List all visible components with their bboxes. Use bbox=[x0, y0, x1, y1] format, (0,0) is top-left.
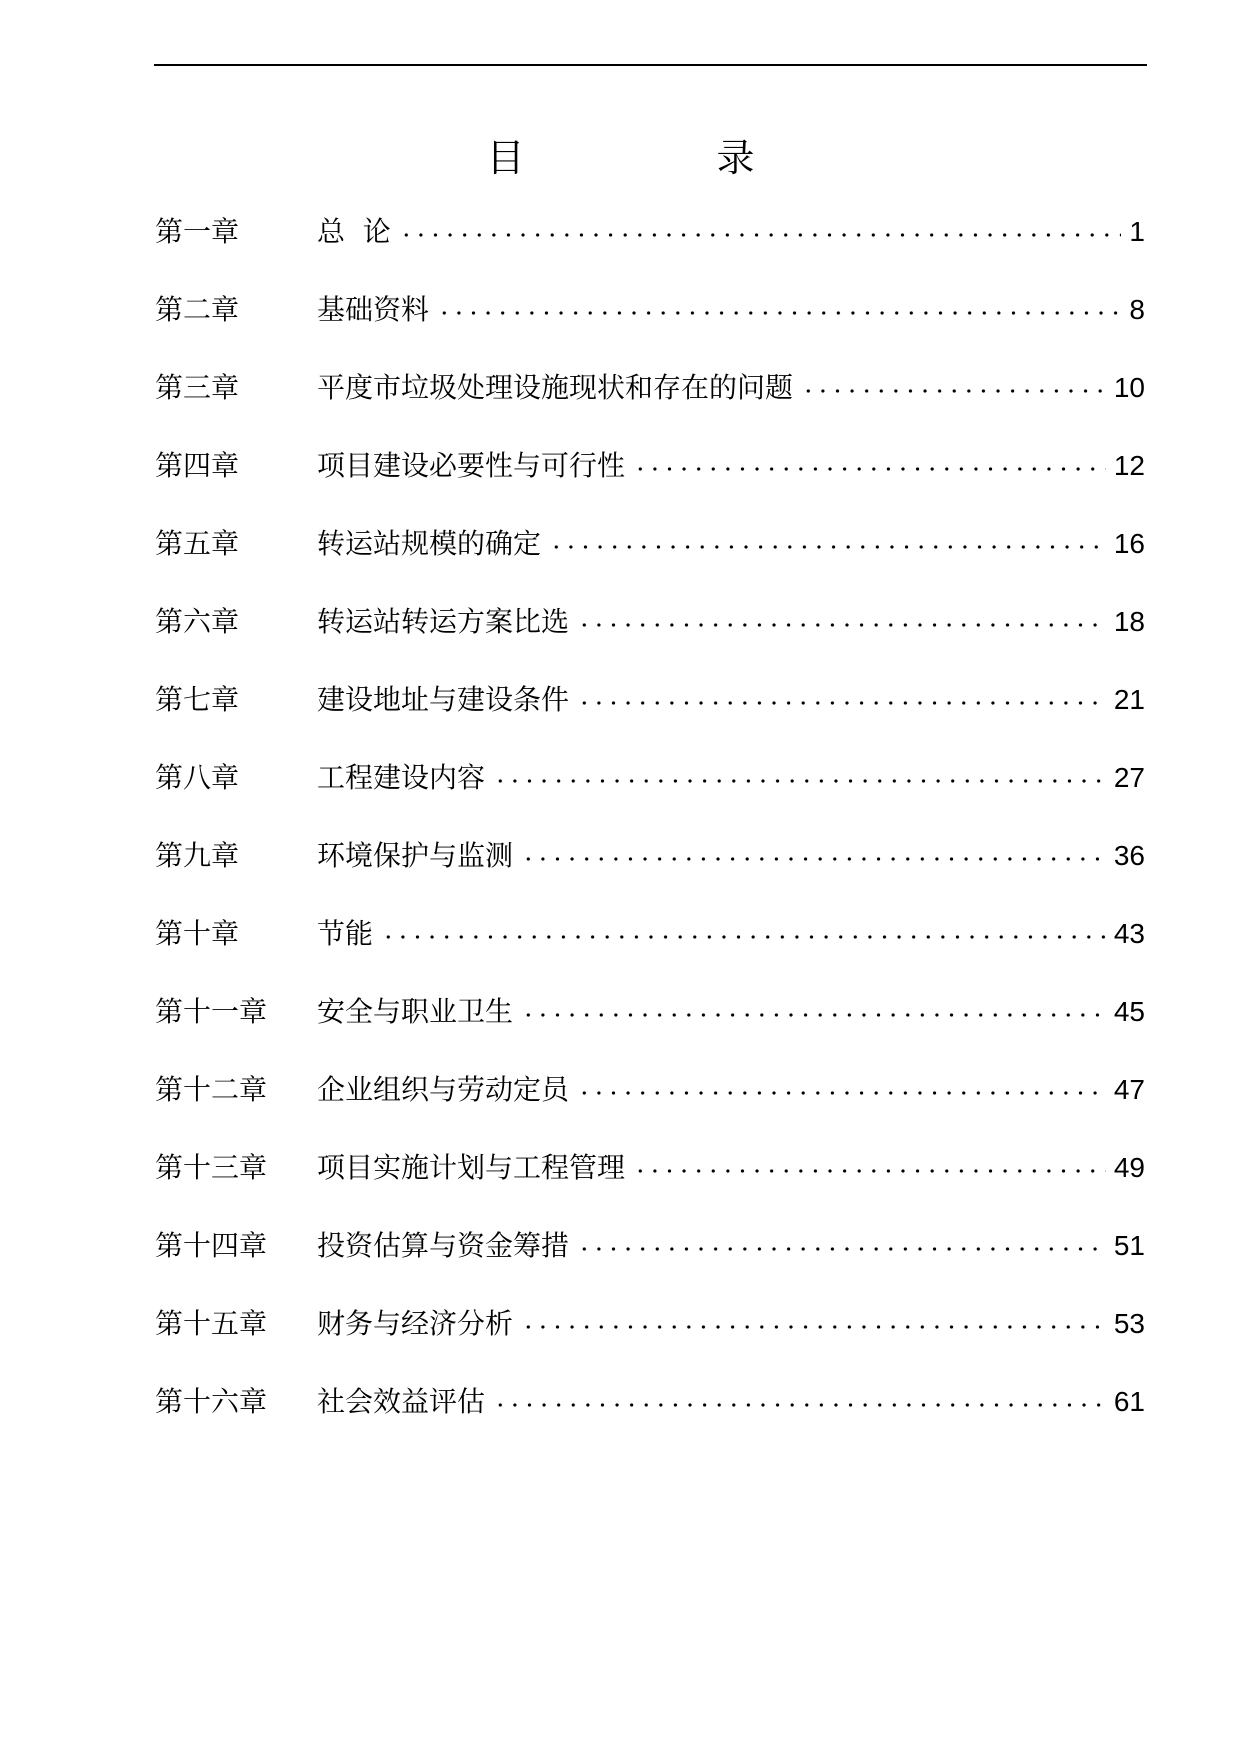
toc-chapter-number: 第一章 bbox=[155, 215, 240, 248]
toc-page-number: 21 bbox=[1113, 684, 1145, 715]
toc-dot-leader bbox=[521, 1325, 1106, 1329]
toc-dot-leader bbox=[577, 623, 1106, 627]
toc-entry[interactable] bbox=[155, 1148, 1145, 1226]
toc-dot-leader bbox=[521, 857, 1106, 861]
toc-chapter-number: 第二章 bbox=[155, 293, 240, 326]
toc-page-number: 47 bbox=[1113, 1074, 1145, 1105]
toc-dot-leader bbox=[577, 1091, 1106, 1095]
toc-chapter-title: 转运站规模的确定 bbox=[317, 527, 542, 560]
toc-entry[interactable] bbox=[155, 1226, 1145, 1304]
toc-chapter-title: 平度市垃圾处理设施现状和存在的问题 bbox=[317, 371, 794, 404]
toc-entry[interactable] bbox=[155, 212, 1145, 290]
toc-page-number: 16 bbox=[1113, 528, 1145, 559]
toc-dot-leader bbox=[577, 1247, 1106, 1251]
toc-chapter-number: 第十章 bbox=[155, 917, 240, 950]
toc-entry[interactable] bbox=[155, 836, 1145, 914]
toc-chapter-number: 第六章 bbox=[155, 605, 240, 638]
page-title: 目 录 bbox=[486, 136, 845, 180]
toc-entry[interactable] bbox=[155, 1070, 1145, 1148]
toc-chapter-number: 第十二章 bbox=[155, 1073, 268, 1106]
toc-chapter-number: 第十三章 bbox=[155, 1151, 268, 1184]
toc-page-number: 1 bbox=[1129, 216, 1145, 247]
toc-page-number: 36 bbox=[1113, 840, 1145, 871]
toc-chapter-number: 第五章 bbox=[155, 527, 240, 560]
toc-page-number: 18 bbox=[1113, 606, 1145, 637]
toc-dot-leader bbox=[521, 1013, 1106, 1017]
toc-chapter-title: 投资估算与资金筹措 bbox=[317, 1229, 570, 1262]
toc-dot-leader bbox=[493, 1403, 1106, 1407]
toc-chapter-number: 第十六章 bbox=[155, 1385, 268, 1418]
toc-entry[interactable] bbox=[155, 602, 1145, 680]
toc-page-number: 61 bbox=[1113, 1386, 1145, 1417]
toc-dot-leader bbox=[577, 701, 1106, 705]
toc-dot-leader bbox=[633, 1169, 1106, 1173]
toc-entry[interactable] bbox=[155, 992, 1145, 1070]
toc-page-number: 53 bbox=[1113, 1308, 1145, 1339]
header-rule bbox=[154, 64, 1147, 66]
toc-chapter-title: 总 论 bbox=[317, 215, 391, 248]
toc-entry[interactable] bbox=[155, 368, 1145, 446]
toc-chapter-title: 环境保护与监测 bbox=[317, 839, 514, 872]
toc-entry[interactable] bbox=[155, 290, 1145, 368]
toc-chapter-number: 第四章 bbox=[155, 449, 240, 482]
toc-chapter-number: 第三章 bbox=[155, 371, 240, 404]
toc-chapter-title: 工程建设内容 bbox=[317, 761, 486, 794]
toc-chapter-title: 转运站转运方案比选 bbox=[317, 605, 570, 638]
toc-list bbox=[155, 212, 1145, 1460]
toc-page-number: 27 bbox=[1113, 762, 1145, 793]
toc-entry[interactable] bbox=[155, 758, 1145, 836]
toc-dot-leader bbox=[493, 779, 1106, 783]
toc-page-number: 43 bbox=[1113, 918, 1145, 949]
toc-dot-leader bbox=[399, 233, 1122, 237]
toc-entry[interactable] bbox=[155, 1304, 1145, 1382]
toc-entry[interactable] bbox=[155, 446, 1145, 524]
toc-chapter-title: 安全与职业卫生 bbox=[317, 995, 514, 1028]
toc-chapter-title: 财务与经济分析 bbox=[317, 1307, 514, 1340]
toc-page-number: 8 bbox=[1129, 294, 1145, 325]
toc-entry[interactable] bbox=[155, 680, 1145, 758]
toc-chapter-number: 第七章 bbox=[155, 683, 240, 716]
toc-page-number: 12 bbox=[1113, 450, 1145, 481]
toc-chapter-title: 基础资料 bbox=[317, 293, 430, 326]
toc-dot-leader bbox=[801, 389, 1106, 393]
toc-page-number: 45 bbox=[1113, 996, 1145, 1027]
toc-page-number: 49 bbox=[1113, 1152, 1145, 1183]
toc-chapter-number: 第九章 bbox=[155, 839, 240, 872]
toc-chapter-title: 建设地址与建设条件 bbox=[317, 683, 570, 716]
toc-dot-leader bbox=[437, 311, 1121, 315]
toc-entry[interactable] bbox=[155, 914, 1145, 992]
toc-chapter-number: 第八章 bbox=[155, 761, 240, 794]
toc-page-number: 10 bbox=[1113, 372, 1145, 403]
toc-chapter-number: 第十四章 bbox=[155, 1229, 268, 1262]
toc-chapter-title: 节能 bbox=[317, 917, 374, 950]
toc-entry[interactable] bbox=[155, 524, 1145, 602]
toc-page-number: 51 bbox=[1113, 1230, 1145, 1261]
toc-dot-leader bbox=[381, 935, 1106, 939]
toc-chapter-title: 企业组织与劳动定员 bbox=[317, 1073, 570, 1106]
toc-chapter-number: 第十五章 bbox=[155, 1307, 268, 1340]
toc-chapter-title: 项目实施计划与工程管理 bbox=[317, 1151, 626, 1184]
toc-dot-leader bbox=[633, 467, 1106, 471]
toc-chapter-number: 第十一章 bbox=[155, 995, 268, 1028]
toc-dot-leader bbox=[549, 545, 1106, 549]
toc-chapter-title: 项目建设必要性与可行性 bbox=[317, 449, 626, 482]
toc-entry[interactable] bbox=[155, 1382, 1145, 1460]
toc-chapter-title: 社会效益评估 bbox=[317, 1385, 486, 1418]
